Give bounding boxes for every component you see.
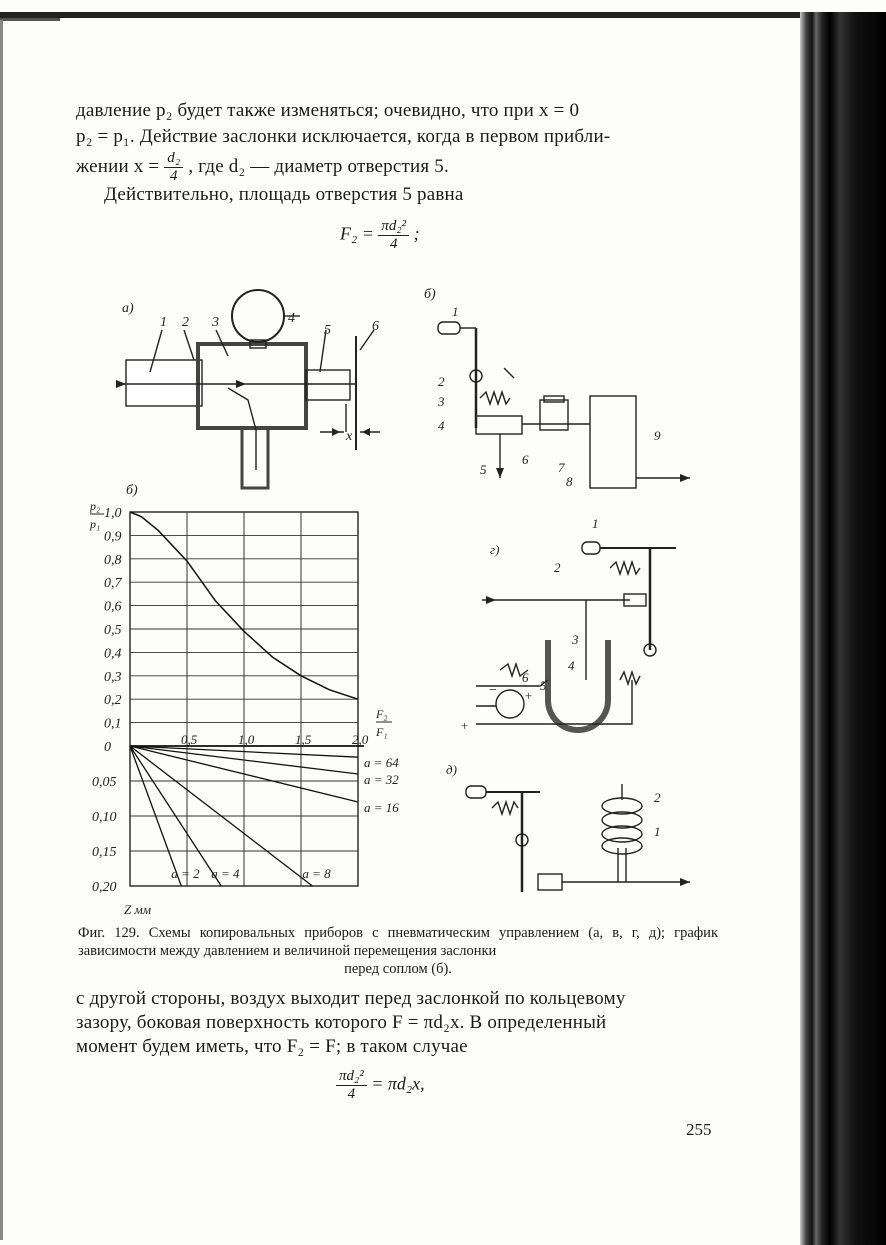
panel-g-callout-5: 5	[540, 678, 547, 693]
graph-xlabel-denominator: F₁	[376, 725, 388, 739]
panel-d-callout-2: 2	[654, 790, 661, 805]
graph-lower-line-label-3: a = 8	[302, 866, 331, 881]
panel-a-callout-5: 5	[324, 323, 331, 338]
graph-upper-ytick-3: 0,7	[104, 576, 122, 592]
text-line-3-end: , где d₂ — диаметр отверстия 5.	[188, 155, 449, 177]
formula-equality-numerator: πd₂²	[336, 1068, 367, 1086]
graph-xtick-1: 1,0	[238, 732, 255, 747]
graph-xtick-0: 0,5	[181, 732, 198, 747]
panel-v-callout-3: 3	[438, 394, 445, 409]
text-line-3-start: жении x =	[76, 155, 160, 177]
panel-v-callout-6: 6	[522, 452, 529, 467]
formula-f2-lhs: F₂ =	[340, 223, 374, 244]
graph-lower-ylabel: Z мм	[124, 902, 152, 917]
formula-f2-numerator: πd₂²	[378, 218, 409, 236]
figure-caption	[78, 924, 718, 978]
panel-a-scheme	[116, 290, 380, 488]
panel-g-callout-3: 3	[572, 632, 579, 647]
graph-upper-ytick-7: 0,3	[104, 669, 122, 685]
graph-lower-ytick-2: 0,15	[92, 845, 117, 860]
text-line-1: давление p₂ будет также изменяться; очевидно, что при x = 0	[76, 100, 580, 121]
panel-v-callout-8: 8	[566, 474, 573, 489]
text-line-4: Действительно, площадь отверстия 5 равна	[104, 184, 464, 205]
graph-xtick-2: 1,5	[295, 732, 312, 747]
page-number: 255	[686, 1120, 712, 1139]
graph-lower-ytick-1: 0,10	[92, 810, 117, 825]
graph-upper-ytick-4: 0,6	[104, 599, 122, 615]
text-para2-line3: момент будем иметь, что F₂ = F; в таком случае	[76, 1036, 468, 1057]
graph-xlabel-numerator: F₂	[376, 707, 388, 721]
graph-lower-line-label-2: a = 16	[364, 800, 399, 815]
panel-g-callout-4: 4	[568, 658, 575, 673]
panel-v-callout-4: 4	[438, 418, 445, 433]
graph-ylabel-denominator: p₁	[90, 517, 101, 531]
formula-equality-denominator: 4	[347, 1086, 356, 1102]
graph-upper-ytick-6: 0,4	[104, 646, 122, 662]
panel-g-sign-plus-2: +	[460, 718, 469, 733]
panel-g-callout-1: 1	[592, 516, 599, 531]
graph-pressure-vs-displacement	[89, 483, 399, 917]
panel-g-callout-6: 6	[522, 670, 529, 685]
graph-label: б)	[126, 483, 138, 498]
panel-a-callout-3: 3	[212, 315, 219, 330]
panel-g-sign-plus: +	[524, 688, 533, 703]
graph-lower-ytick-0: 0,05	[92, 775, 117, 790]
panel-a-callout-4: 4	[288, 311, 295, 326]
graph-upper-ytick-5: 0,5	[104, 623, 122, 638]
graph-lower-line-label-0: a = 64	[364, 755, 399, 771]
panel-v-callout-7: 7	[558, 460, 565, 475]
text-para2-line2: зазору, боковая поверхность которого F = πd₂x. В определенный	[76, 1012, 607, 1033]
fraction-denominator: 4	[170, 168, 178, 184]
formula-f2-denominator: 4	[390, 236, 398, 252]
panel-a-callout-6: 6	[372, 319, 379, 334]
panel-g-label: г)	[490, 542, 500, 557]
panel-a-callout-2: 2	[182, 315, 189, 330]
caption-main: Фиг. 129. Схемы копировальных приборов с пневматическим управлением (а, в, г, д); график зависимости между давлением и величиной перемещения заслонки	[78, 925, 718, 959]
graph-xtick-3: 2,0	[352, 732, 369, 747]
formula-f2-end: ;	[413, 223, 420, 244]
panel-a-callout-1: 1	[160, 315, 167, 330]
graph-lower-ytick-3: 0,20	[92, 880, 117, 895]
graph-upper-ytick-0: 1,0	[104, 506, 122, 521]
panel-v-callout-1: 1	[452, 304, 459, 319]
graph-upper-ytick-8: 0,2	[104, 693, 122, 709]
graph-ylabel-numerator: p₂	[90, 499, 101, 513]
graph-lower-line-label-4: a = 4	[211, 866, 240, 881]
formula-equality-fraction	[336, 1068, 367, 1103]
graph-upper-ytick-10: 0	[104, 740, 111, 755]
panel-a-label: а)	[122, 301, 134, 316]
panel-v-callout-9: 9	[654, 428, 661, 443]
fraction-numerator: d₂	[164, 150, 183, 168]
panel-a-dimension-x: x	[346, 429, 353, 444]
graph-lower-line-label-1: a = 32	[364, 772, 399, 787]
panel-d-label: д)	[446, 762, 457, 777]
panel-v-label: б)	[424, 287, 436, 302]
text-para2-line1: с другой стороны, воздух выходит перед заслонкой по кольцевому	[76, 988, 626, 1009]
graph-upper-ytick-1: 0,9	[104, 529, 122, 545]
panel-v-callout-5: 5	[480, 462, 487, 477]
graph-lower-line-label-5: a = 2	[171, 866, 200, 881]
panel-v-callout-2: 2	[438, 374, 445, 389]
panel-d-callout-1: 1	[654, 824, 661, 839]
text-line-2: p₂ = p₁. Действие заслонки исключается, когда в первом прибли-	[76, 126, 611, 147]
caption-last-line: перед соплом (б).	[344, 961, 452, 977]
panel-g-sign-minus: −	[488, 683, 498, 698]
panel-g-callout-2: 2	[554, 560, 561, 575]
graph-upper-ytick-2: 0,8	[104, 552, 122, 568]
formula-equality	[336, 1068, 425, 1103]
formula-equality-rhs: = πd₂x,	[371, 1073, 425, 1094]
graph-upper-ytick-9: 0,1	[104, 716, 122, 732]
